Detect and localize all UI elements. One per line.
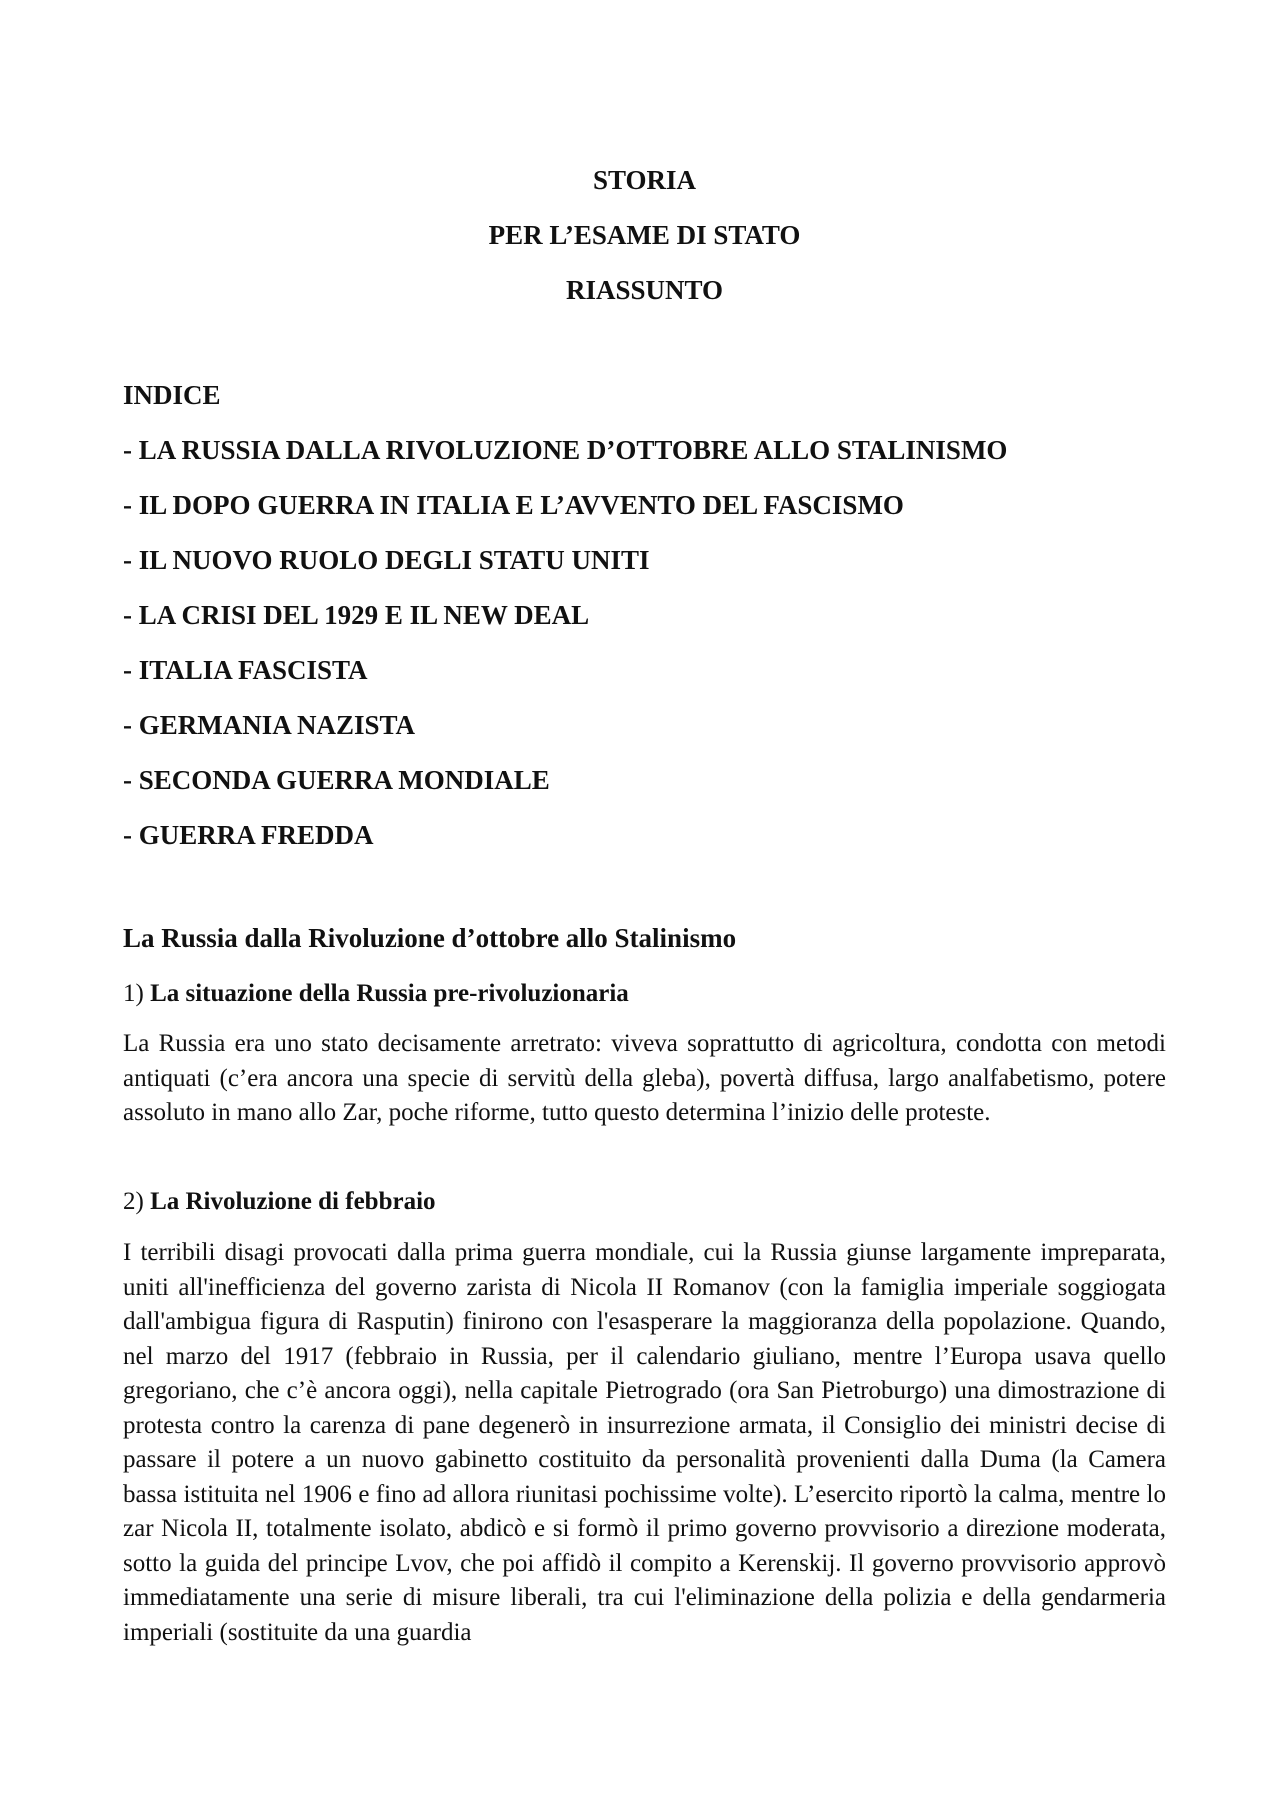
subsection-heading bbox=[123, 1183, 436, 1221]
title-line-type: RIASSUNTO bbox=[565, 275, 724, 305]
document-title-block bbox=[123, 153, 1166, 318]
index-item: - IL NUOVO RUOLO DEGLI STATU UNITI bbox=[123, 545, 650, 575]
index-item: - GUERRA FREDDA bbox=[123, 820, 374, 850]
index-heading: INDICE bbox=[123, 380, 221, 410]
section-title: La Russia dalla Rivoluzione d’ottobre allo Stalinismo bbox=[123, 923, 737, 953]
index-item: - LA RUSSIA DALLA RIVOLUZIONE D’OTTOBRE ALLO STALINISMO bbox=[123, 435, 1008, 465]
body-paragraph: I terribili disagi provocati dalla prima guerra mondiale, cui la Russia giunse largamente impreparata, uniti all'inefficienza del governo zarista di Nicola II Romanov (con la famiglia imperiale soggiogata dall'ambigua figura di Rasputin) finirono con l'esasperare la maggioranza della popolazione. Quando, nel marzo del 1917 (febbraio in Russia, per il calendario giuliano, mentre l’Europa usava quello gregoriano, che c’è ancora oggi), nella capitale Pietrogrado (ora San Pietroburgo) una dimostrazione di protesta contro la carenza di pane degenerò in insurrezione armata, il Consiglio dei ministri decise di passare il potere a un nuovo gabinetto costituito da personalità provenienti dalla Duma (la Camera bassa istituita nel 1906 e fino ad allora riunitasi pochissime volte). L’esercito riportò la calma, mentre lo zar Nicola II, totalmente isolato, abdicò e si formò il primo governo provvisorio a direzione moderata, sotto la guida del principe Lvov, che poi affidò il compito a Kerenskij. Il governo provvisorio approvò immediatamente una serie di misure liberali, tra cui l'eliminazione della polizia e della gendarmeria imperiali (sostituite da una guardia bbox=[123, 1239, 1166, 1646]
subsection-heading bbox=[123, 975, 629, 1013]
index-item: - IL DOPO GUERRA IN ITALIA E L’AVVENTO DEL FASCISMO bbox=[123, 490, 904, 520]
subsection-title: La situazione della Russia pre-rivoluzionaria bbox=[150, 980, 629, 1007]
subsection-number: 1) bbox=[123, 980, 144, 1007]
subsection-number: 2) bbox=[123, 1188, 144, 1215]
index-item: - LA CRISI DEL 1929 E IL NEW DEAL bbox=[123, 600, 590, 630]
title-line-purpose: PER L’ESAME DI STATO bbox=[488, 220, 801, 250]
subsection-title: La Rivoluzione di febbraio bbox=[150, 1188, 436, 1215]
index-item: - GERMANIA NAZISTA bbox=[123, 710, 416, 740]
title-line-subject: STORIA bbox=[592, 165, 697, 195]
index-item: - SECONDA GUERRA MONDIALE bbox=[123, 765, 550, 795]
body-paragraph: La Russia era uno stato decisamente arretrato: viveva soprattutto di agricoltura, condotta con metodi antiquati (c’era ancora una specie di servitù della gleba), povertà diffusa, largo analfabetismo, potere assoluto in mano allo Zar, poche riforme, tutto questo determina l’inizio delle proteste. bbox=[123, 1030, 1166, 1126]
index-item: - ITALIA FASCISTA bbox=[123, 655, 368, 685]
table-of-contents bbox=[123, 368, 1166, 863]
